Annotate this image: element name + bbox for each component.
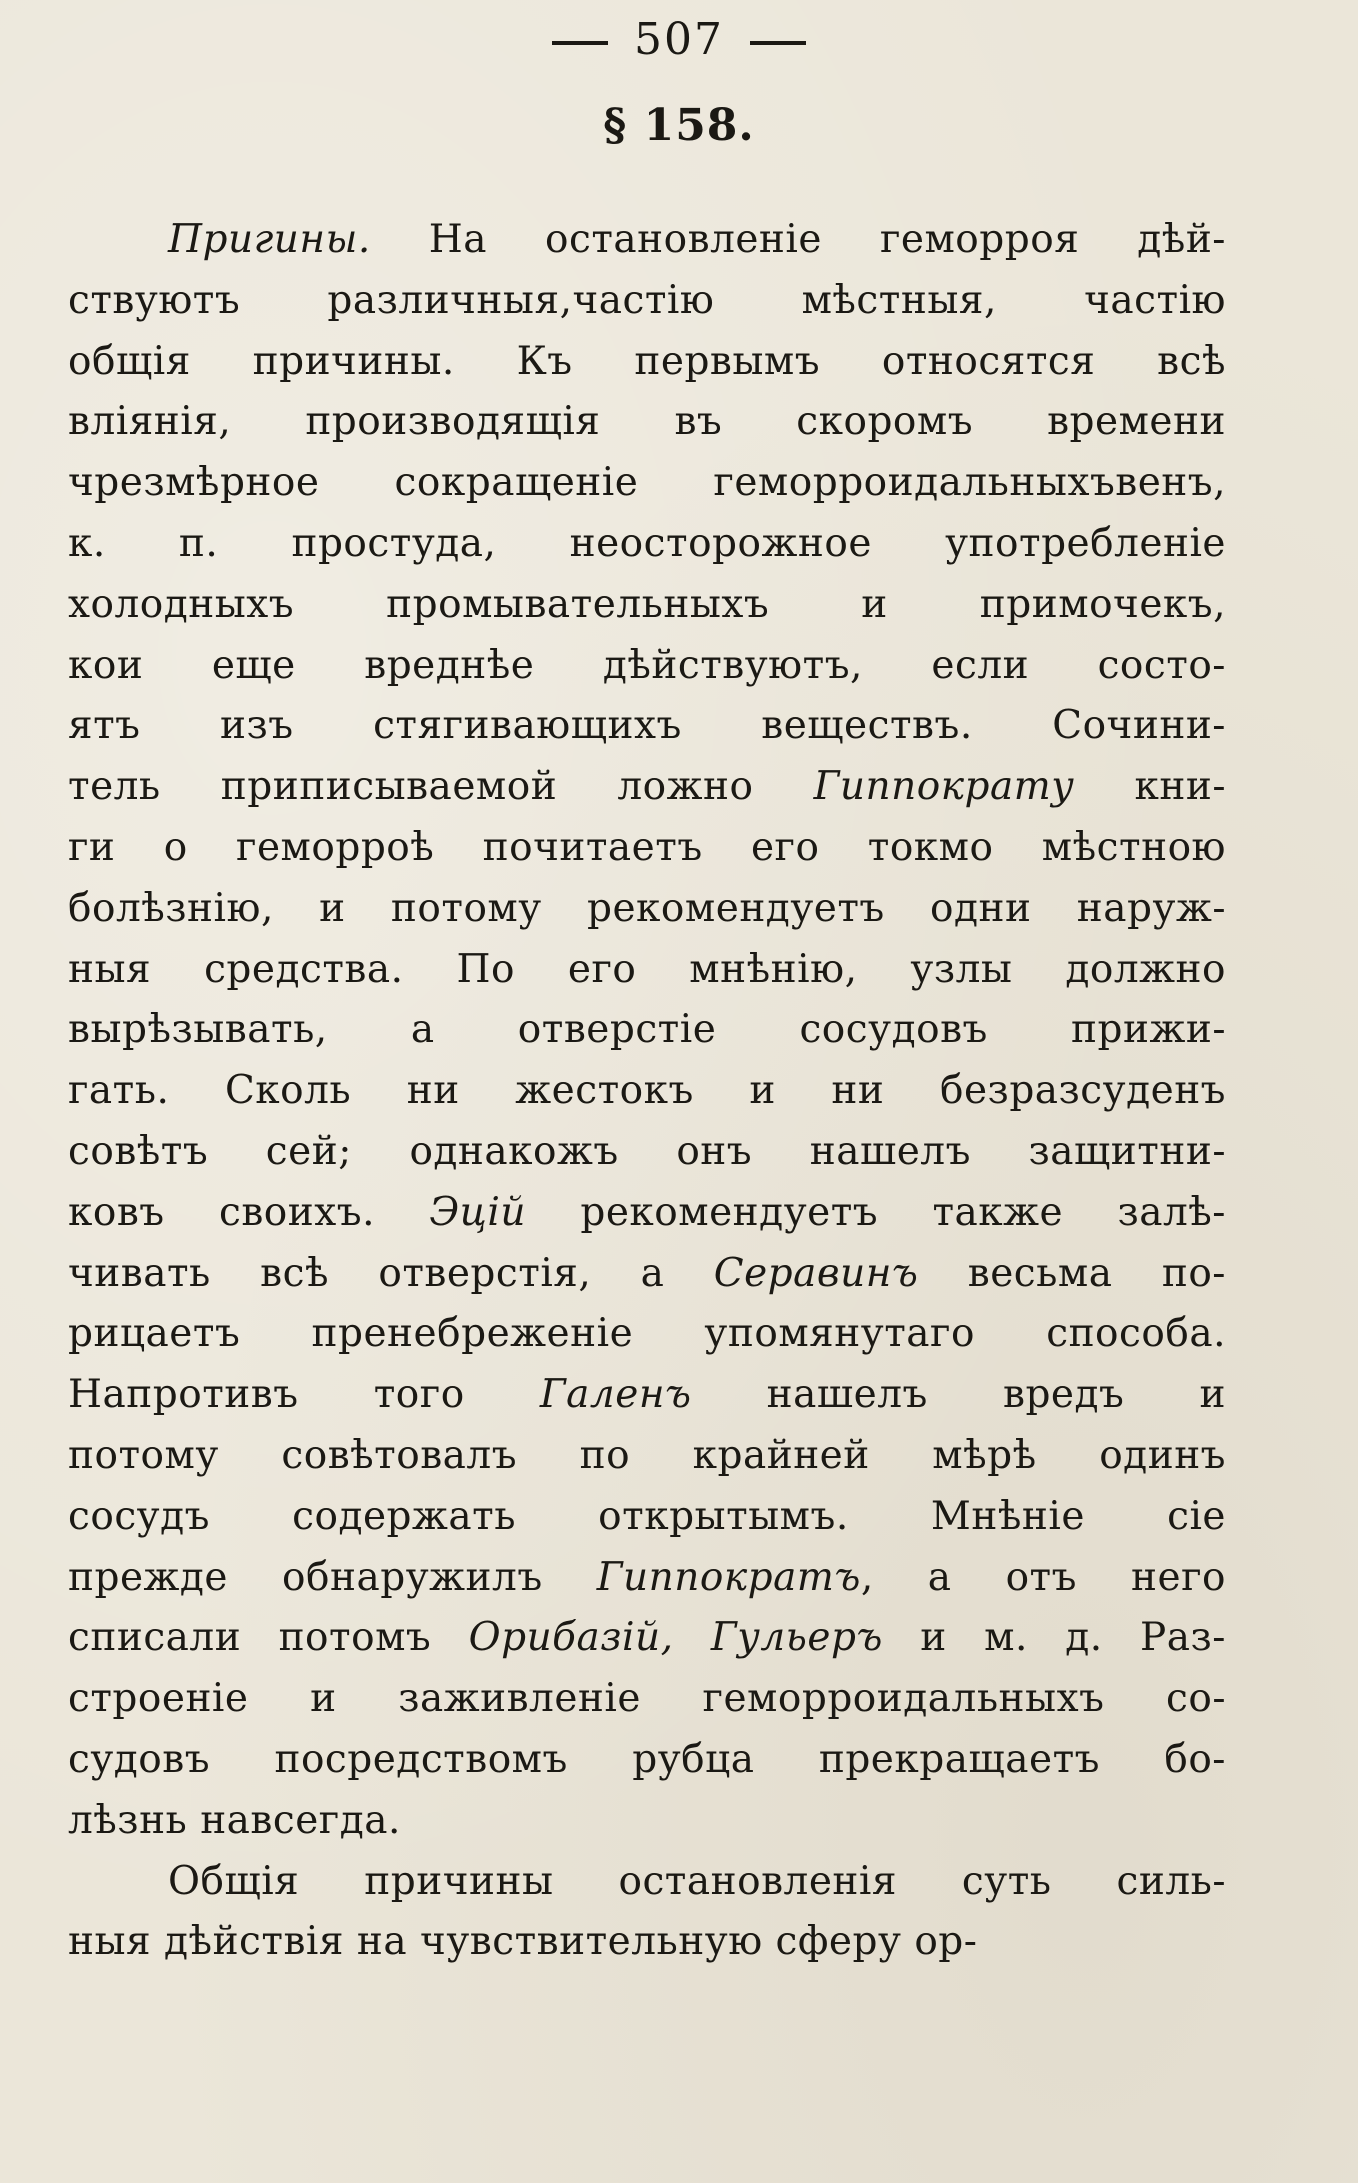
text-span: кни- — [1074, 764, 1227, 810]
italic-name: Галенъ — [539, 1372, 692, 1418]
text-line — [68, 1122, 1226, 1183]
text-span: кои еще вреднѣе дѣйствуютъ, если состо- — [68, 642, 1226, 688]
text-line — [68, 392, 1226, 453]
text-span: лѣзнь навсегда. — [68, 1797, 401, 1843]
text-span: к. п. простуда, неосторожное употребленіе — [68, 520, 1226, 566]
text-span: общія причины. Къ первымъ относятся всѣ — [68, 338, 1226, 384]
text-span: ствуютъ различныя,частію мѣстныя, частію — [68, 277, 1226, 323]
text-line — [68, 1426, 1226, 1487]
text-span: болѣзнію, и потому рекомендуетъ одни наруж- — [68, 885, 1226, 931]
text-span: Напротивъ того — [68, 1372, 540, 1418]
text-span: сосудъ содержать открытымъ. Мнѣніе сіе — [68, 1493, 1226, 1539]
text-span: , а отъ него — [860, 1554, 1226, 1600]
text-span: потому совѣтовалъ по крайней мѣрѣ одинъ — [68, 1432, 1226, 1478]
text-span: и м. д. Раз- — [882, 1615, 1226, 1661]
page-header — [0, 10, 1358, 70]
section-heading: § 158. — [603, 100, 755, 151]
text-line — [68, 1548, 1226, 1609]
paragraph-1 — [68, 210, 1226, 1852]
italic-name: Серавинъ — [713, 1250, 919, 1296]
text-span: ныя дѣйствія на чувствительную сферу ор- — [68, 1919, 978, 1965]
text-line — [68, 757, 1226, 818]
text-span: рекомендуетъ также залѣ- — [526, 1189, 1226, 1235]
text-span: На остановленіе геморроя дѣй- — [370, 217, 1226, 262]
italic-name: Гиппократу — [813, 764, 1075, 810]
text-line — [68, 1791, 1226, 1852]
text-line — [68, 879, 1226, 940]
text-line — [68, 1183, 1226, 1244]
italic-name: Орибазій, Гульеръ — [468, 1615, 883, 1661]
text-span: тель приписываемой ложно — [68, 764, 814, 810]
text-line — [68, 1669, 1226, 1730]
text-span: ятъ изъ стягивающихъ веществъ. Сочини- — [68, 703, 1226, 749]
header-dash-left — [552, 41, 608, 45]
text-span: судовъ посредствомъ рубца прекращаетъ бо- — [68, 1736, 1226, 1782]
text-span: весьма по- — [918, 1250, 1226, 1296]
text-span: Общія причины остановленія суть силь- — [168, 1858, 1226, 1904]
text-line — [68, 818, 1226, 879]
text-line — [68, 210, 1226, 271]
text-span: чивать всѣ отверстія, а — [68, 1250, 714, 1296]
text-line — [68, 1061, 1226, 1122]
text-span: нашелъ вредъ и — [691, 1372, 1226, 1418]
text-span: холодныхъ промывательныхъ и примочекъ, — [68, 581, 1226, 627]
text-span: чрезмѣрное сокращеніе геморроидальныхъвенъ, — [68, 460, 1226, 506]
text-line — [68, 940, 1226, 1001]
header-dash-right — [750, 41, 806, 45]
page-number: 507 — [634, 14, 724, 65]
paragraph-2 — [68, 1852, 1226, 1974]
text-span: списали потомъ — [68, 1615, 469, 1661]
text-line — [68, 1852, 1226, 1913]
text-line — [68, 1608, 1226, 1669]
text-span: ковъ своихъ. — [68, 1189, 430, 1235]
text-span: прежде обнаружилъ — [68, 1554, 597, 1600]
text-line — [68, 1000, 1226, 1061]
text-line — [68, 1365, 1226, 1426]
text-span: вліянія, производящія въ скоромъ времени — [68, 399, 1226, 445]
text-line — [68, 514, 1226, 575]
text-line — [68, 271, 1226, 332]
text-line — [68, 1244, 1226, 1305]
text-span: гать. Сколь ни жестокъ и ни безразсуденъ — [68, 1068, 1226, 1114]
text-line — [68, 575, 1226, 636]
text-span: ги о геморроѣ почитаетъ его токмо мѣстною — [68, 824, 1226, 870]
text-line — [68, 1730, 1226, 1791]
text-line — [68, 1304, 1226, 1365]
text-line — [68, 453, 1226, 514]
text-span: совѣтъ сей; однакожъ онъ нашелъ защитни- — [68, 1128, 1226, 1174]
text-span: рицаетъ пренебреженіе упомянутаго способа. — [68, 1311, 1226, 1357]
text-span: строеніе и заживленіе геморроидальныхъ со- — [68, 1676, 1226, 1722]
text-line — [68, 636, 1226, 697]
italic-name: Пригины. — [168, 217, 371, 262]
italic-name: Гиппократъ — [596, 1554, 861, 1600]
italic-name: Эцій — [429, 1189, 526, 1235]
body-text — [68, 210, 1226, 1973]
text-line — [68, 696, 1226, 757]
text-line — [68, 1912, 1226, 1973]
text-span: вырѣзывать, а отверстіе сосудовъ прижи- — [68, 1007, 1226, 1053]
text-line — [68, 1487, 1226, 1548]
text-span: ныя средства. По его мнѣнію, узлы должно — [68, 946, 1226, 992]
text-line — [68, 332, 1226, 393]
